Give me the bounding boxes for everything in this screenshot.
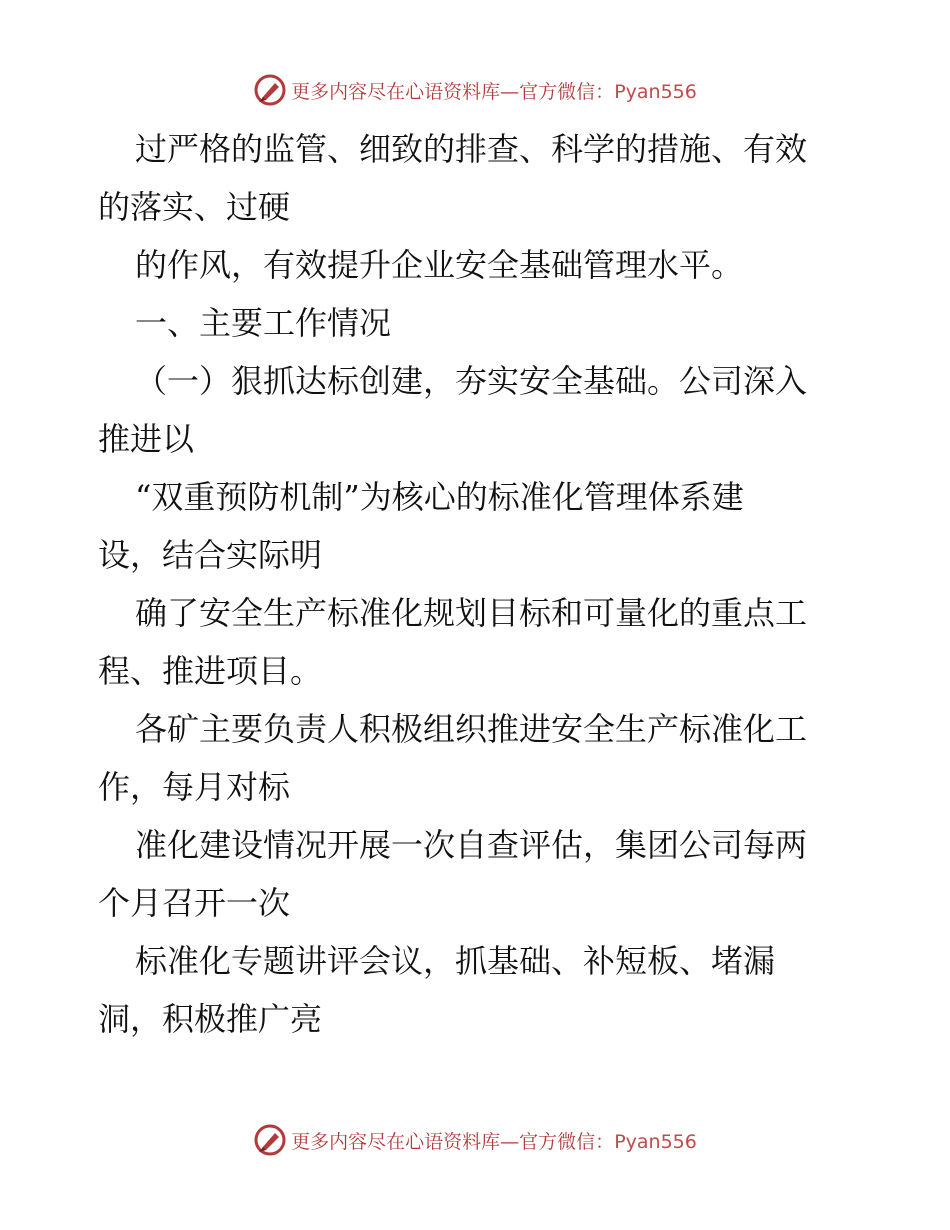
header-wechat-id: Pyan556 bbox=[614, 80, 697, 103]
body-line: 程、推进项目。 bbox=[98, 652, 323, 690]
section-heading: 一、主要工作情况 bbox=[135, 304, 392, 342]
header-site: 更多内容尽在心语资料库 bbox=[291, 80, 501, 103]
footer-dash: — bbox=[500, 1130, 520, 1153]
body-line: 洞，积极推广亮 bbox=[98, 1000, 323, 1038]
body-line: 作，每月对标 bbox=[98, 768, 291, 806]
footer-wechat-id: Pyan556 bbox=[614, 1130, 697, 1153]
header-banner bbox=[0, 70, 950, 110]
body-line: 的落实、过硬 bbox=[98, 188, 291, 226]
body-line: 过严格的监管、细致的排查、科学的措施、有效 bbox=[135, 130, 808, 168]
body-line: 的作风，有效提升企业安全基础管理水平。 bbox=[135, 246, 744, 284]
body-line: 确了安全生产标准化规划目标和可量化的重点工 bbox=[135, 594, 808, 632]
logo-pen-icon bbox=[253, 1123, 287, 1157]
body-line: “双重预防机制”为核心的标准化管理体系建 bbox=[135, 478, 744, 516]
logo-pen-icon bbox=[253, 73, 287, 107]
body-line: （一）狠抓达标创建，夯实安全基础。公司深入 bbox=[135, 362, 808, 400]
footer-text bbox=[291, 1127, 697, 1154]
body-line: 标准化专题讲评会议，抓基础、补短板、堵漏 bbox=[135, 942, 776, 980]
body-line: 各矿主要负责人积极组织推进安全生产标准化工 bbox=[135, 710, 808, 748]
footer-banner bbox=[0, 1120, 950, 1160]
body-line: 推进以 bbox=[98, 420, 195, 458]
body-line: 准化建设情况开展一次自查评估，集团公司每两 bbox=[135, 826, 808, 864]
footer-wechat-label: 官方微信： bbox=[519, 1130, 615, 1153]
body-line: 个月召开一次 bbox=[98, 884, 291, 922]
document-body bbox=[98, 120, 878, 1048]
footer-site: 更多内容尽在心语资料库 bbox=[291, 1130, 501, 1153]
header-text bbox=[291, 77, 697, 104]
body-line: 设，结合实际明 bbox=[98, 536, 323, 574]
header-dash: — bbox=[500, 80, 520, 103]
header-wechat-label: 官方微信： bbox=[519, 80, 615, 103]
